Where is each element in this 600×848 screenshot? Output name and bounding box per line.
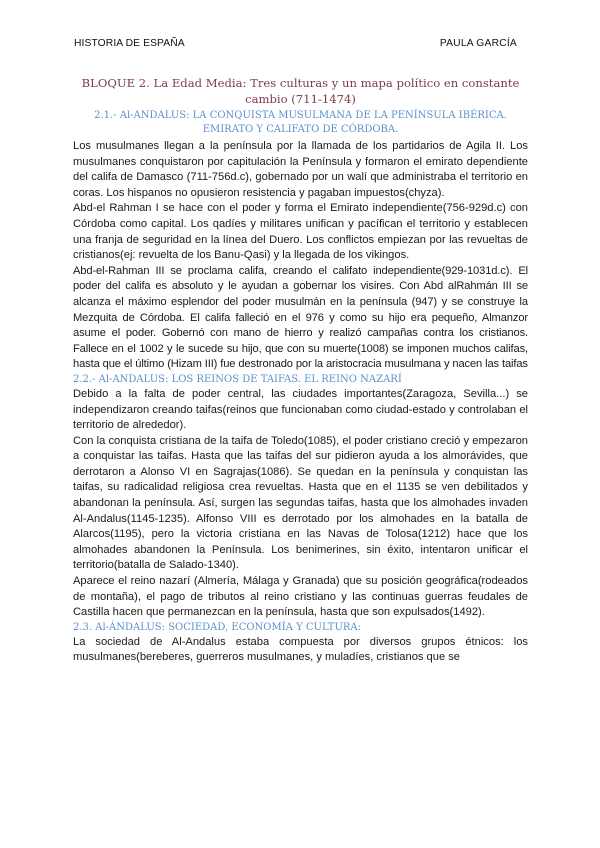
paragraph: Los musulmanes llegan a la península por la llamada de los partidarios de Agila II. Los musulmanes conquistaron por capitulación la Península y formaron el emirato dependiente del califa de Damasco (711-756d.c), gobernado por un walí que administraba el territorio en coras. Los hispanos no opusieron resistencia y pagaban impuestos(chyza). [73, 140, 528, 199]
section-heading-2-1: 2.1.- Al-ANDALUS: LA CONQUISTA MUSULMANA DE LA PENÍNSULA IBÉRICA. EMIRATO Y CALIFATO DE CÓRDOBA. [94, 110, 507, 135]
paragraph: Abd-el-Rahman III se proclama califa, creando el califato independiente(929-1031d.c). El poder del califa es absoluto y le ayudan a gobernar los visires. Con Abd alRahmán III se alcanza el máximo esplendor del poder musulmán en la península (947) y se construye la Mezquita de Córdoba. El califa falleció en el 976 y como su hijo era pequeño, Almanzor asume el poder. Gobernó con mano de hierro y realizó campañas contra los cristianos. Fallece en el 1002 y le sucede su hijo, que con su muerte(1008) se imponen muchos califas, hasta que el último (Hizam III) fue destronado por la aristocracia musulmana y nacen las taifas [73, 264, 528, 371]
section-heading-2-3: 2.3. Al-ÁNDALUS: SOCIEDAD, ECONOMÍA Y CULTURA: [73, 621, 361, 633]
document-body [73, 75, 528, 666]
paragraph: Con la conquista cristiana de la taifa de Toledo(1085), el poder cristiano creció y empezaron a conquistar las taifas. Hasta que las taifas del sur pidieron ayuda a los almorávides, que derrotaron a Alonso VI en Sagrajas(1086). Se quedan en la península y conquistan las taifas, su radicalidad religiosa crea revueltas. Hasta que en el 1135 se ven debilitados y abandonan la península. Así, surgen las segundas taifas, hasta que los almohades invaden Al-Andalus(1145-1235). Alfonso VIII es derrotado por los almohades en la batalla de Alarcos(1195), pero la victoria cristiana en las Navas de Tolosa(1212) hace que los almohades abandonen la Península. Los benimerines, sin éxito, intentaron unificar el territorio(batalla de Salado-1340). [73, 434, 528, 572]
paragraph: La sociedad de Al-Andalus estaba compuesta por diversos grupos étnicos: los musulmanes(bereberes, guerreros musulmanes, y muladíes, cristianos que se [73, 635, 528, 664]
section-heading-2-2: 2.2.- Al-ANDALUS: LOS REINOS DE TAIFAS. EL REINO NAZARÍ [73, 373, 402, 385]
paragraph: Abd-el Rahman I se hace con el poder y forma el Emirato independiente(756-929d.c) con Córdoba como capital. Los qadíes y militares unifican y pacífican el territorio y establecen una franja de seguridad en la línea del Duero. Los conflictos empiezan por las revueltas de cristianos(ej: revuelta de los Banu-Qasi) y la llegada de los vikingos. [73, 202, 528, 262]
header-subject: HISTORIA DE ESPAÑA [74, 38, 185, 49]
document-title: BLOQUE 2. La Edad Media: Tres culturas y un mapa político en constante cambio (711-1474) [81, 76, 520, 106]
page-header [74, 38, 517, 52]
paragraph: Debido a la falta de poder central, las ciudades importantes(Zaragoza, Sevilla...) se independizaron creando taifas(reinos que funcionaban como ciudad-estado y controlaban el territorio de alrededor). [73, 387, 528, 432]
paragraph: Aparece el reino nazarí (Almería, Málaga y Granada) que su posición geográfica(rodeados de montaña), el pago de tributos al reino cristiano y las continuas guerras feudales de Castilla hacen que permanezcan en la península, hasta que son expulsados(1492). [73, 575, 528, 619]
header-author: PAULA GARCÍA [439, 38, 517, 49]
